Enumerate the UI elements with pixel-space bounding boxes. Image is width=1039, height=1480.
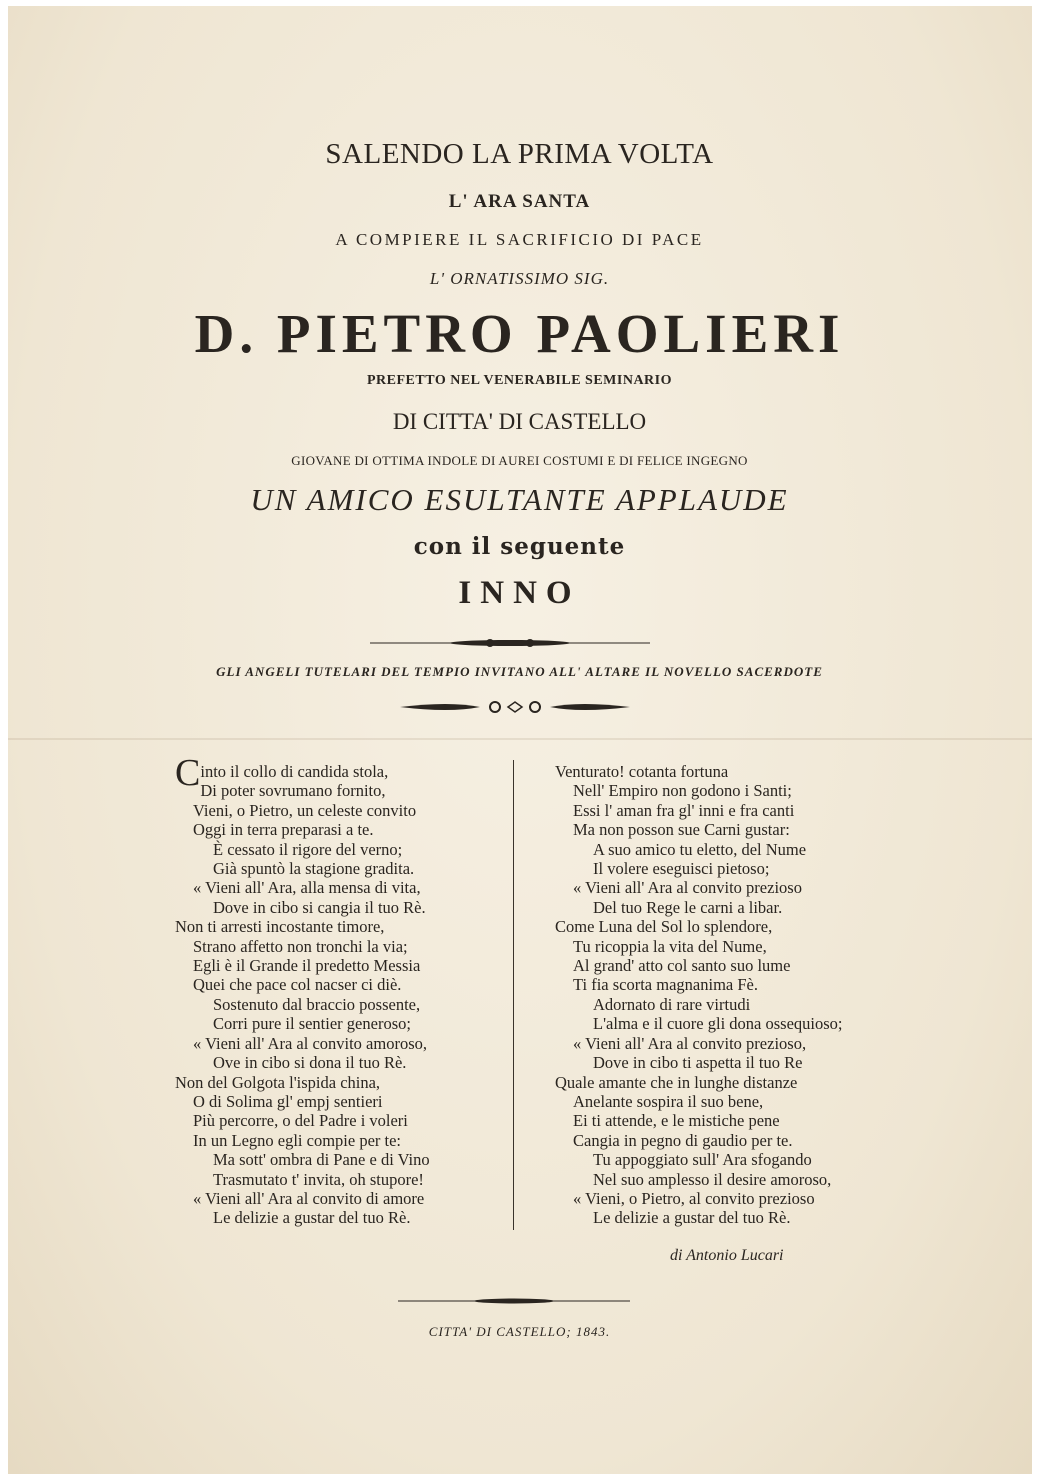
poem-line-text: Nel suo amplesso il desire amoroso, [593, 1169, 832, 1189]
poem-line [555, 1189, 843, 1208]
poem-line-text: Dove in cibo ti aspetta il tuo Re [593, 1053, 803, 1073]
poem-line-text: Le delizie a gustar del tuo Rè. [593, 1208, 791, 1228]
title-line-10: con il seguente [413, 533, 626, 560]
poem-line-text: Vieni, o Pietro, un celeste convito [193, 800, 417, 820]
poem-line [555, 820, 843, 839]
poem-line-text: È cessato il rigore del verno; [213, 839, 403, 859]
drop-cap: C [175, 752, 201, 794]
poem-line-text: Di poter sovrumano fornito, [200, 781, 386, 801]
poem-line-text: O di Solima gl' empj sentieri [193, 1091, 383, 1111]
poem-line [175, 1073, 430, 1092]
poem-line [175, 1131, 430, 1150]
ornament-divider-3 [398, 1295, 630, 1307]
poem-line [175, 1208, 430, 1227]
poem-line-text: Ei ti attende, e le mistiche pene [573, 1111, 780, 1131]
poem-line [175, 1111, 430, 1130]
poem-line [555, 1111, 843, 1130]
poem-line-text: Quei che pace col nacser ci diè. [193, 975, 402, 995]
poem-line-text: Egli è il Grande il predetto Messia [193, 956, 421, 976]
poem-line [555, 1131, 843, 1150]
column-divider [513, 760, 514, 1230]
poem-line-text: Ove in cibo si dona il tuo Rè. [213, 1053, 407, 1073]
poem-line-text: Ma non posson sue Carni gustar: [573, 820, 790, 840]
poem-line [555, 1014, 843, 1033]
poem-line [175, 956, 430, 975]
fold-crease [8, 738, 1032, 740]
poem-line-text: « Vieni all' Ara al convito prezioso [573, 878, 802, 898]
poem-line [175, 937, 430, 956]
poem-line [175, 975, 430, 994]
poem-line-text: « Vieni all' Ara al convito amoroso, [193, 1033, 428, 1053]
poem-line-text: Trasmutato t' invita, oh stupore! [213, 1169, 424, 1189]
poem-line-text: Non del Golgota l'ispida china, [175, 1072, 381, 1092]
poem-line [555, 1053, 843, 1072]
poem-line [555, 1092, 843, 1111]
poem-line [175, 1014, 430, 1033]
poem-line-text: Non ti arresti incostante timore, [175, 917, 385, 937]
poem-line-text: Già spuntò la stagione gradita. [213, 859, 415, 879]
title-line-2: L' ARA SANTA [448, 191, 591, 212]
poem-line [175, 1034, 430, 1053]
poem-line [175, 801, 430, 820]
poem-line [175, 898, 430, 917]
poem-line [555, 1034, 843, 1053]
poem-line-text: L'alma e il cuore gli dona ossequioso; [593, 1014, 843, 1034]
poem-line [555, 898, 843, 917]
title-line-9: UN AMICO ESULTANTE APPLAUDE [250, 482, 789, 517]
poem-line-text: Le delizie a gustar del tuo Rè. [213, 1208, 411, 1228]
ornament-divider-2 [400, 699, 630, 715]
poem-line [175, 1150, 430, 1169]
poem-line [175, 1092, 430, 1111]
poem-line [555, 840, 843, 859]
poem-line-text: Adornato di rare virtudi [593, 994, 751, 1014]
poem-line [555, 956, 843, 975]
poem-line [555, 975, 843, 994]
poem-line [175, 781, 430, 800]
poem-line-text: Nell' Empiro non godono i Santi; [573, 781, 792, 801]
poem-line-text: Ma sott' ombra di Pane e di Vino [213, 1150, 430, 1170]
poem-line [555, 1208, 843, 1227]
poem-line [555, 762, 843, 781]
poem-line-text: In un Legno egli compie per te: [193, 1130, 402, 1150]
poem-column-right [555, 762, 843, 1228]
imprint: CITTA' DI CASTELLO; 1843. [428, 1324, 611, 1339]
ornament-divider-1 [370, 636, 650, 650]
poem-line-text: Strano affetto non tronchi la via; [193, 936, 408, 956]
poem-type-heading: INNO [458, 575, 581, 611]
poem-line-text: Come Luna del Sol lo splendore, [555, 917, 773, 937]
poem-line-text: Sostenuto dal braccio possente, [213, 994, 421, 1014]
poem-line-text: Oggi in terra preparasi a te. [193, 820, 374, 840]
poem-line-text: Ti fia scorta magnanima Fè. [573, 975, 758, 995]
poem-line-text: into il collo di candida stola, [200, 762, 389, 781]
honoree-name: D. PIETRO PAOLIERI [194, 303, 845, 364]
poem-subtitle: GLI ANGELI TUTELARI DEL TEMPIO INVITANO ALL' ALTARE IL NOVELLO SACERDOTE [216, 664, 823, 679]
poem-line-text: « Vieni all' Ara, alla mensa di vita, [193, 878, 421, 898]
poem-line-text: Cangia in pegno di gaudio per te. [573, 1130, 793, 1150]
poem-line [555, 917, 843, 936]
poem-line-text: Corri pure il sentier generoso; [213, 1014, 411, 1034]
poem-line [555, 878, 843, 897]
poem-line [555, 937, 843, 956]
poem-line [175, 1189, 430, 1208]
poem-line-text: Anelante sospira il suo bene, [573, 1091, 764, 1111]
poem-line-text: Del tuo Rege le carni a libar. [593, 897, 783, 917]
poem-line-text: « Vieni all' Ara al convito di amore [193, 1188, 425, 1208]
poem-line [555, 1150, 843, 1169]
poem-line-text: Quale amante che in lunghe distanze [555, 1072, 798, 1092]
poem-line [555, 995, 843, 1014]
poem-line [555, 781, 843, 800]
poem-line [175, 859, 430, 878]
poem-line [175, 878, 430, 897]
poem-line-text: Dove in cibo si cangia il tuo Rè. [213, 897, 426, 917]
poem-line [175, 995, 430, 1014]
poem-line [555, 1170, 843, 1189]
title-line-3: A COMPIERE IL SACRIFICIO DI PACE [335, 230, 704, 249]
title-line-6: PREFETTO NEL VENERABILE SEMINARIO [367, 373, 672, 388]
poem-line-text: A suo amico tu eletto, del Nume [593, 839, 807, 859]
poem-line-text: « Vieni all' Ara al convito prezioso, [573, 1033, 807, 1053]
poem-line [555, 859, 843, 878]
poem-line [555, 1073, 843, 1092]
poem-line-text: Essi l' aman fra gl' inni e fra canti [573, 800, 795, 820]
paper-sheet [8, 6, 1032, 1474]
poem-line-text: Al grand' atto col santo suo lume [573, 956, 791, 976]
poem-line [175, 1170, 430, 1189]
poem-line-text: Venturato! cotanta fortuna [555, 762, 729, 781]
poem-line [175, 917, 430, 936]
title-line-4: L' ORNATISSIMO SIG. [429, 269, 610, 288]
poem-line [555, 801, 843, 820]
author-signature: di Antonio Lucari [670, 1247, 784, 1264]
poem-line-text: « Vieni, o Pietro, al convito prezioso [573, 1188, 815, 1208]
title-line-7: DI CITTA' DI CASTELLO [392, 409, 647, 434]
title-line-8: GIOVANE DI OTTIMA INDOLE DI AUREI COSTUMI E DI FELICE INGEGNO [291, 453, 748, 468]
poem-line [175, 840, 430, 859]
poem-line-text: Il volere eseguisci pietoso; [593, 859, 770, 879]
poem-line-text: Tu appoggiato sull' Ara sfogando [593, 1150, 812, 1170]
poem-line-text: Più percorre, o del Padre i voleri [193, 1111, 408, 1131]
poem-line-text: Tu ricoppia la vita del Nume, [573, 936, 767, 956]
poem-column-left [175, 752, 430, 1228]
title-line-1: SALENDO LA PRIMA VOLTA [325, 138, 714, 170]
poem-line [175, 1053, 430, 1072]
poem-line [175, 820, 430, 839]
